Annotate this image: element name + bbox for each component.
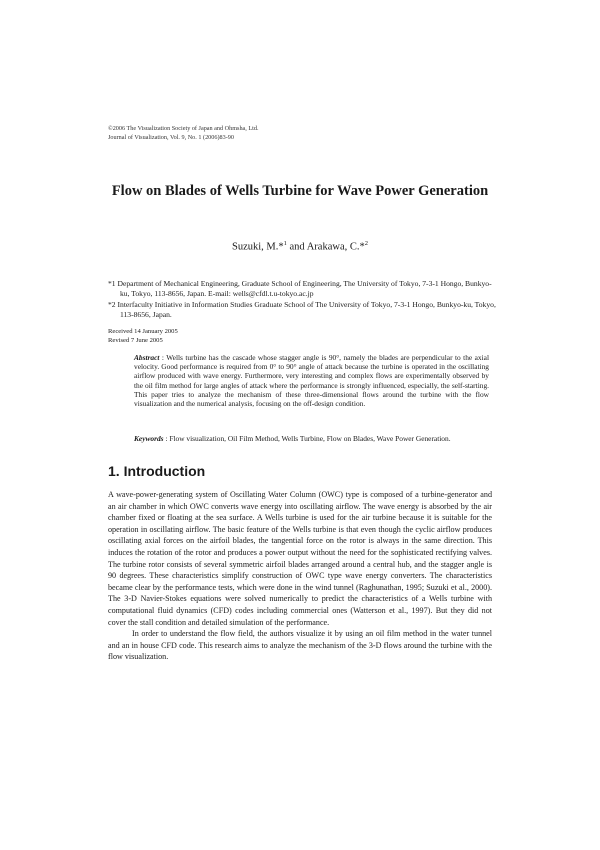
copyright-line: ©2006 The Visualization Society of Japan and Ohmsha, Ltd.: [108, 125, 259, 132]
journal-citation: Journal of Visualization, Vol. 9, No. 1 (2006)83-90: [108, 133, 234, 141]
author-1: Suzuki, M.*: [231, 241, 284, 253]
keywords: [134, 434, 489, 443]
revised-date: Revised 7 June 2005: [108, 337, 163, 344]
affiliations: [108, 279, 498, 321]
abstract-text: : Wells turbine has the cascade whose stagger angle is 90°, namely the blades are perpendicular to the axial velocity. Good performance is required from 0° to 90° angle of attack because the turbine is operated in the oscillating airflow produced with wave energy. Furthermore, very interesting and complex flows are experimentally observed by the oil film method for large angles of attack where the performance is strongly influenced, especially, the self-starting. This paper tries to analyze the mechanism of these three-dimensional flows around the turbine with the flow visualization and the numerical analysis, focusing on the off-design condition.: [134, 353, 489, 409]
journal-header: [108, 125, 259, 142]
received-date: Received 14 January 2005: [108, 328, 178, 335]
body-paragraph-1: A wave-power-generating system of Oscillating Water Column (OWC) type is composed of a turbine-generator and an air chamber in which OWC converts wave energy into oscillating airflow. The wave energy is absorbed by the air chamber fixed or floating at the sea surface. A Wells turbine is used for the air turbine because it is suitable for the operation in oscillating airflow. The basic feature of the Wells turbine is that even though the cyclic airflow produces oscillating axial forces on the airfoil blades, the tangential force on the rotor is always in the same direction. This induces the rotation of the rotor and produces a power output without the need for the sophisticated rectifying valves. The turbine rotor consists of several symmetric airfoil blades arranged around a central hub, and the stagger angle is 90 degrees. These characteristics simplify construction of OWC type wave energy converters. The characteristics became clear by the performance tests, which were done in the wind tunnel (Raghunathan, 1995; Suzuki et al., 2000). The 3-D Navier-Stokes equations were solved numerically to predict the characteristics of a Wells turbine with computational fluid dynamics (CFD) codes including commercial ones (Watterson et al., 1997). But they did not cover the stall condition and detailed simulation of the performance.: [108, 490, 492, 627]
section-heading: 1. Introduction: [108, 463, 206, 479]
abstract-label: Abstract: [134, 353, 160, 362]
submission-dates: [108, 327, 178, 345]
affiliation-2: *2 Interfaculty Initiative in Information Studies Graduate School of The University of Tokyo, 7-3-1 Hongo, Bunkyo-ku, Tokyo, 113-8656, Japan.: [108, 300, 496, 319]
body-paragraph-2: In order to understand the flow field, the authors visualize it by using an oil film method in the water tunnel and an in house CFD code. This research aims to analyze the mechanism of the 3-D flows around the turbine with the flow visualization.: [108, 629, 492, 662]
keywords-label: Keywords: [134, 434, 164, 443]
author-line: [0, 240, 600, 253]
author-1-mark: 1: [283, 240, 287, 247]
author-2: Arakawa, C.*: [306, 241, 365, 253]
paper-title: Flow on Blades of Wells Turbine for Wave Power Generation: [111, 183, 489, 199]
author-connector: and: [286, 241, 307, 253]
author-2-mark: 2: [364, 240, 368, 247]
keywords-text: : Flow visualization, Oil Film Method, Wells Turbine, Flow on Blades, Wave Power Generation.: [165, 434, 451, 443]
affiliation-1: *1 Department of Mechanical Engineering, Graduate School of Engineering, The University of Tokyo, 7-3-1 Hongo, Bunkyo-ku, Tokyo, 113-8656, Japan. E-mail: wells@cfdl.t.u-tokyo.ac.jp: [108, 279, 492, 298]
abstract: [134, 353, 489, 408]
section-body: [108, 489, 492, 663]
